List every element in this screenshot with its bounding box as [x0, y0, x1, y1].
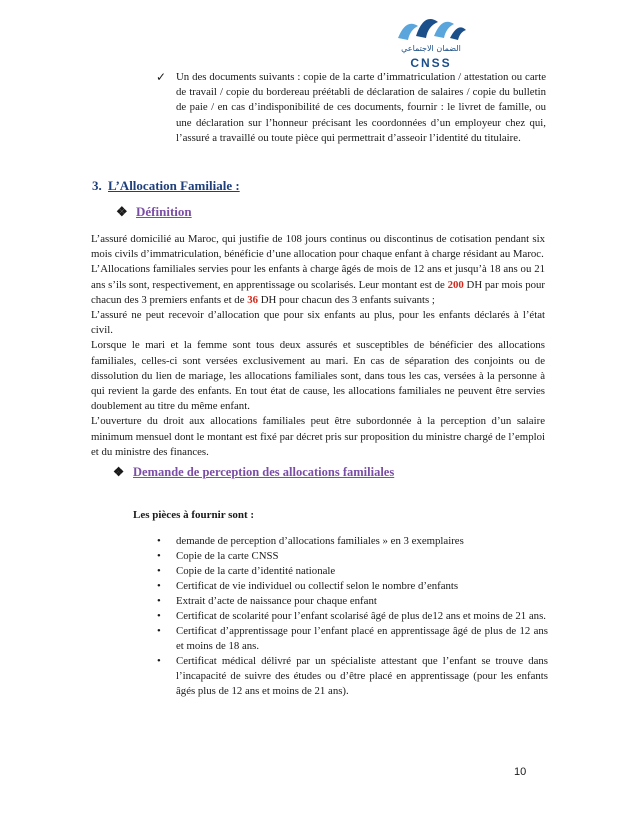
bullet-icon: • — [157, 610, 161, 622]
cnss-emblem-icon — [388, 8, 474, 46]
page-number: 10 — [514, 766, 527, 778]
list-item: • Copie de la carte d’identité nationale — [157, 565, 336, 577]
bullet-icon: • — [157, 580, 161, 592]
list-item: • Extrait d’acte de naissance pour chaque enfant — [157, 595, 377, 607]
list-item: • Certificat de scolarité pour l’enfant scolarisé âgé de plus de12 ans et moins de 21 ans. — [157, 610, 546, 622]
pieces-list — [156, 534, 548, 699]
diamond-bullet-icon: ❖ — [116, 204, 128, 219]
paragraph: L’assuré ne peut recevoir d’allocation que pour six enfants au plus, pour les enfants déclarés à l’état civil. — [91, 309, 545, 337]
list-item: • Copie de la carte CNSS — [157, 550, 279, 562]
bullet-icon: • — [157, 625, 161, 637]
list-item: • demande de perception d’allocations familiales » en 3 exemplaires — [157, 535, 464, 547]
list-item: • Certificat de vie individuel ou collectif selon le nombre d’enfants — [157, 580, 459, 592]
amount-first-children: 200 — [447, 278, 464, 291]
bullet-icon: • — [157, 655, 161, 667]
diamond-bullet-icon: ❖ — [113, 465, 125, 479]
definition-title: Définition — [136, 204, 192, 219]
list-item: • Certificat d’apprentissage pour l’enfant placé en apprentissage âgé de plus de 12 ans et moins de 18 ans. — [157, 625, 548, 652]
list-item: • Certificat médical délivré par un spécialiste attestant que l’enfant se trouve dans l’incapacité de suivre des études ou d’être placé en apprentissage (pour les enfants âgés plus de 12 ans et moins de 21 ans). — [157, 655, 548, 697]
paragraph-amounts: L’Allocations familiales servies pour les enfants à charge âgés de mois de 12 ans et jusqu’à 18 ans ou 21 ans s’ils sont, respectivement, en apprentissage ou scolarisés. Leur montant est de 200 DH par mois pour chacun des 3 premiers enfants et de 36 DH pour chacun des 3 enfants suivants ; — [91, 263, 545, 306]
documents-list-item: Un des documents suivants : copie de la carte d’immatriculation / attestation ou carte de travail / copie du bordereau préétabli de déclaration de salaires / copie du bulletin de paie / en cas d’indisponibilité de ces documents, fournir : le livret de famille, ou une déclaration sur l’honneur précisant les coordonnées d’un employeur chez qui, l’assuré a travaillé ou toute pièce qui permettrait d’asseoir l’identité du titulaire. — [176, 71, 546, 144]
amount-next-children: 36 — [247, 293, 258, 306]
cnss-logo — [388, 8, 474, 76]
bullet-icon: • — [157, 565, 161, 577]
demande-title: Demande de perception des allocations familiales — [133, 465, 395, 479]
logo-name: CNSS — [410, 56, 452, 70]
definition-body — [91, 232, 545, 460]
demande-heading — [113, 464, 394, 480]
check-icon: ✓ — [156, 70, 167, 84]
paragraph: L’assuré domicilié au Maroc, qui justifie de 108 jours continus ou discontinus de cotisation pendant six mois civils d’immatriculation, bénéficie d’une allocation pour chaque enfant à charge résidant au Maroc. — [91, 233, 545, 261]
section-heading — [92, 178, 240, 194]
bullet-icon: • — [157, 595, 161, 607]
paragraph: Lorsque le mari et la femme sont tous deux assurés et susceptibles de bénéficier des allocations familiales, celles-ci sont versées exclusivement au mari. En cas de séparation des conjoints ou de dissolution du lien de mariage, les allocations familiales sont, dans tous les cas, versées à la personne à qui revient la garde des enfants. En tout état de cause, les allocations familiales ne peuvent être servies doublement au titre du même enfant. — [91, 339, 545, 413]
logo-arabic-text: الضمان الاجتماعي — [401, 44, 461, 53]
section-number: 3. — [92, 178, 102, 193]
definition-heading — [116, 204, 192, 220]
paragraph: L’ouverture du droit aux allocations familiales peut être subordonnée à la perception d’un salaire minimum mensuel dont le montant est fixé par décret pris sur proposition du ministre chargé de l’emploi et du ministre des finances. — [91, 415, 545, 458]
bullet-icon: • — [157, 535, 161, 547]
pieces-label: Les pièces à fournir sont : — [133, 509, 255, 521]
bullet-icon: • — [157, 550, 161, 562]
section-title: L’Allocation Familiale : — [108, 178, 240, 193]
